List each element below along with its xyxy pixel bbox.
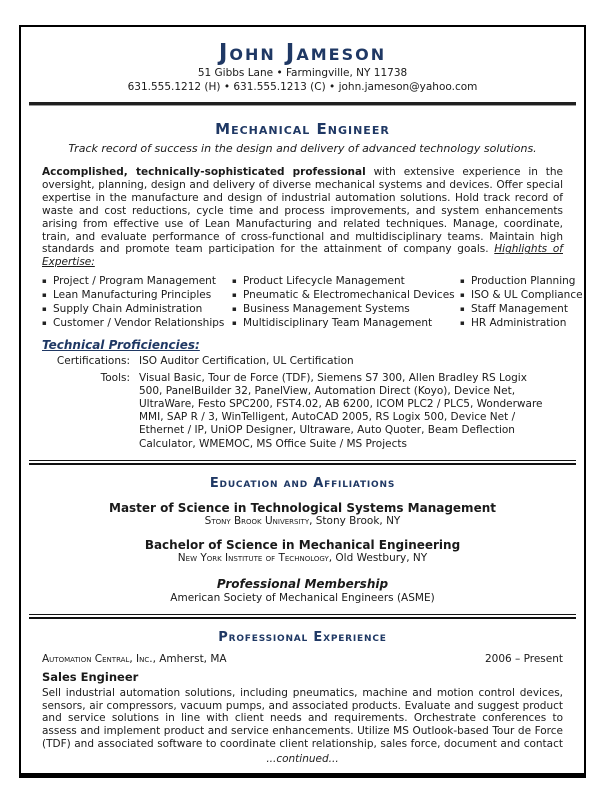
summary-body: with extensive experience in the oversight, planning, design and delivery of diverse mechanical systems and devices. Offer special expertise in the manufacture and design of industrial automation solutions. Hold track record of waste and cost reductions, cycle time and process improvements, and system enhancements arising from effective use of Lean Manufacturing and related techniques. Manage, coordinate, train, and evaluate performance of cross-functional and multidisciplinary teams. Maintain high standards and promote team participation for the attainment of company goals.: [42, 166, 564, 256]
bullet-icon: ▪: [232, 277, 237, 286]
company-location: , Amherst, MA: [152, 652, 227, 665]
school-name: New York Institute of Technology: [177, 551, 329, 564]
expertise-list: [42, 275, 583, 330]
expertise-item: [460, 275, 583, 289]
summary-paragraph: [42, 166, 563, 269]
technical-label: Tools:: [100, 371, 130, 384]
technical-proficiencies-heading: Technical Proficiencies:: [42, 338, 200, 353]
bullet-icon: ▪: [460, 277, 465, 286]
expertise-item: [42, 317, 232, 331]
company-name: Automation Central, Inc.: [42, 652, 153, 665]
section-divider: [29, 460, 576, 465]
experience-dates: 2006 – Present: [484, 652, 563, 665]
company-name-line: [42, 653, 227, 666]
job-title: Sales Engineer: [42, 669, 139, 684]
continued-note: ...continued...: [266, 752, 339, 765]
company-line: [42, 653, 563, 666]
school-name: Stony Brook University: [204, 514, 310, 527]
expertise-item-label: Product Lifecycle Management: [243, 275, 405, 288]
expertise-item: [460, 289, 583, 303]
expertise-item-label: ISO & UL Compliance: [471, 289, 583, 302]
technical-row-certifications: [42, 355, 563, 368]
expertise-item: [232, 317, 460, 331]
membership-heading: Professional Membership: [216, 576, 389, 591]
header-divider: [29, 102, 576, 106]
expertise-item-label: Supply Chain Administration: [53, 302, 203, 315]
resume-title: Mechanical Engineer: [215, 120, 390, 138]
job-description: Sell industrial automation solutions, including pneumatics, machine and motion control devices, sensors, air compressors, vacuum pumps, and associated products. Evaluate and suggest product and service solutions in line with client needs and requirements. Orchestrate conferences to assess and implement product and service enhancements. Utilize MS Outlook-based Tour de Force (TDF) and associated software to coordinate client relationship, sales force, document and contact: [42, 686, 563, 751]
bullet-icon: ▪: [42, 277, 47, 286]
expertise-column-1: [42, 275, 232, 330]
bullet-icon: ▪: [460, 291, 465, 300]
bullet-icon: ▪: [232, 318, 237, 327]
expertise-item-label: Customer / Vendor Relationships: [53, 316, 225, 329]
school-location: , Stony Brook, NY: [309, 514, 401, 527]
degree-school: [42, 515, 563, 528]
school-location: , Old Westbury, NY: [328, 551, 428, 564]
bullet-icon: ▪: [42, 304, 47, 313]
summary-lead: Accomplished, technically-sophisticated professional: [42, 166, 366, 178]
expertise-item: [232, 303, 460, 317]
expertise-item: [460, 303, 583, 317]
expertise-item-label: Production Planning: [471, 275, 576, 288]
expertise-item: [232, 289, 460, 303]
technical-value: ISO Auditor Certification, UL Certification: [139, 355, 354, 368]
bullet-icon: ▪: [232, 291, 237, 300]
membership-block: [42, 577, 563, 605]
degree-entry: [42, 538, 563, 565]
expertise-item-label: Business Management Systems: [243, 302, 410, 315]
expertise-item: [232, 275, 460, 289]
degree-entry: [42, 501, 563, 528]
membership-value: American Society of Mechanical Engineers (ASME): [170, 591, 435, 604]
section-divider: [29, 614, 576, 619]
bullet-icon: ▪: [460, 318, 465, 327]
address-line: 51 Gibbs Lane • Farmingville, NY 11738: [197, 67, 408, 79]
expertise-item: [460, 317, 583, 331]
contact-line: 631.555.1212 (H) • 631.555.1213 (C) • john.jameson@yahoo.com: [127, 81, 478, 93]
resume-page: [19, 25, 586, 778]
expertise-item-label: Staff Management: [471, 302, 568, 315]
education-heading: Education and Affiliations: [209, 475, 396, 491]
highlights-label: Highlights of Expertise:: [42, 243, 563, 269]
expertise-item-label: Lean Manufacturing Principles: [53, 289, 212, 302]
technical-label: Certifications:: [56, 355, 130, 368]
expertise-item: [42, 303, 232, 317]
degree-title: Master of Science in Technological Systems Management: [109, 500, 496, 515]
resume-header: [42, 40, 563, 94]
expertise-column-2: [232, 275, 460, 330]
expertise-item-label: Multidisciplinary Team Management: [243, 316, 433, 329]
resume-tagline: Track record of success in the design and delivery of advanced technology solutions.: [68, 142, 537, 155]
expertise-item-label: Project / Program Management: [53, 275, 216, 288]
degree-title: Bachelor of Science in Mechanical Engineering: [144, 537, 461, 552]
technical-value: Visual Basic, Tour de Force (TDF), Siemens S7 300, Allen Bradley RS Logix 500, PanelBuilder 32, PanelView, Automation Direct (Koyo), Device Net, UltraWare, Festo SPC200, FST4.02, AB 6200, ICOM PLC2 / PLC5, Wonderware MMI, SAP R / 3, WinTelligent, AutoCAD 2005, RS Logix 500, Device Net / Ethernet / IP, UniOP Designer, Ultraware, Auto Quoter, Beam Deflection Calculator, WMEMOC, MS Office Suite / MS Projects: [139, 371, 543, 450]
expertise-item: [42, 289, 232, 303]
expertise-item: [42, 275, 232, 289]
bullet-icon: ▪: [42, 291, 47, 300]
expertise-item-label: HR Administration: [471, 316, 567, 329]
candidate-name: John Jameson: [218, 40, 387, 66]
technical-row-tools: [42, 372, 563, 451]
bullet-icon: ▪: [42, 318, 47, 327]
title-block: [42, 121, 563, 156]
bullet-icon: ▪: [232, 304, 237, 313]
expertise-column-3: [460, 275, 583, 330]
bullet-icon: ▪: [460, 304, 465, 313]
expertise-item-label: Pneumatic & Electromechanical Devices: [243, 289, 455, 302]
experience-heading: Professional Experience: [218, 629, 387, 645]
degree-school: [42, 552, 563, 565]
